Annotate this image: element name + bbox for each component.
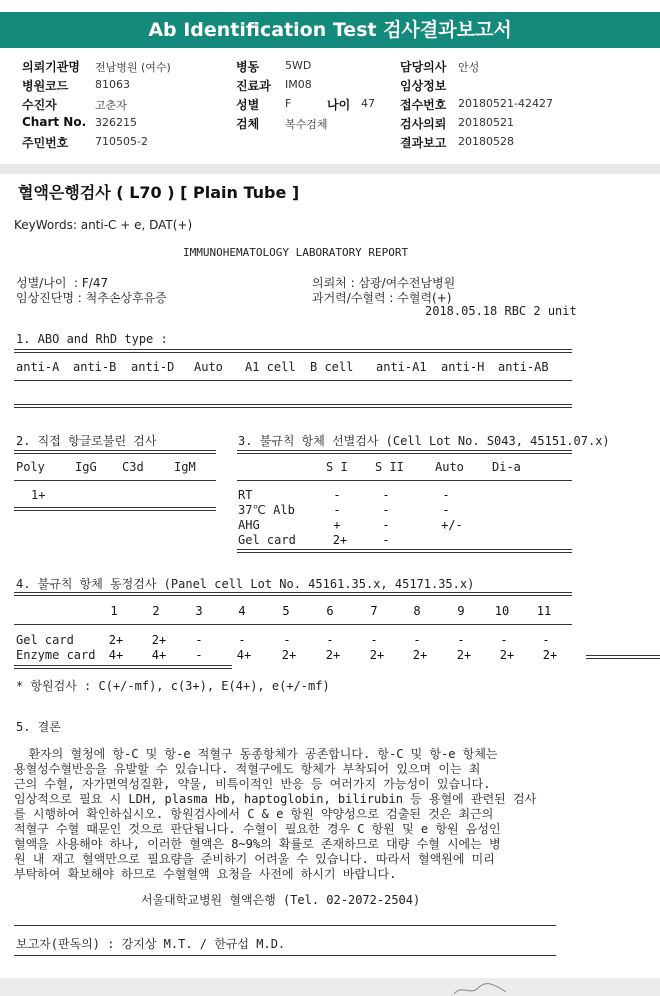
info-key: 주민번호 <box>22 136 69 150</box>
info-value: 47 <box>361 97 375 110</box>
abo-col: anti-D <box>131 360 175 374</box>
info-key: 성별 <box>236 98 260 112</box>
panel-cell: 2+ <box>369 648 385 662</box>
panel-cell: - <box>413 633 421 647</box>
panel-cell: 2+ <box>151 633 167 647</box>
panel-col: 4 <box>238 604 246 618</box>
panel-cell: 2+ <box>412 648 428 662</box>
section-divider <box>0 164 660 174</box>
info-value: 20180521-42427 <box>458 97 553 110</box>
conclusion-line: 용혈성수혈반응을 유발할 수 있습니다. 적혈구에도 항체가 부착되어 있으며 이는 최 <box>14 762 481 776</box>
referrer: 의뢰처 : 삼광/여수전남병원 <box>312 276 456 290</box>
panel-col: 8 <box>413 604 421 618</box>
panel-col: 5 <box>282 604 290 618</box>
table-rule <box>14 665 232 669</box>
abo-col: anti-A1 <box>376 360 427 374</box>
panel-heading: 4. 불규칙 항체 동정검사 (Panel cell Lot No. 45161.35.x, 45171.35.x) <box>16 577 475 591</box>
dat-col: C3d <box>122 460 144 474</box>
dat-col: IgM <box>174 460 196 474</box>
screen-heading: 3. 불규칙 항체 선별검사 (Cell Lot No. S043, 45151.07.x) <box>238 434 610 448</box>
report-title: 혈액은행검사 ( L70 ) [ Plain Tube ] <box>18 183 300 202</box>
info-key: 진료과 <box>236 79 271 93</box>
panel-col: 6 <box>326 604 334 618</box>
table-rule <box>14 450 216 454</box>
conclusion-line: 적혈구 수혈 때문인 것으로 판단됩니다. 수혈이 필요한 경우 C 항원 및 e 항원 음성인 <box>14 822 501 836</box>
abo-col: Auto <box>194 360 223 374</box>
report-header: Ab Identification Test 검사결과보고서 <box>0 12 660 48</box>
sex-age: 성별/나이 : F/47 <box>16 276 109 290</box>
info-key: 임상정보 <box>400 79 447 93</box>
info-value: F <box>285 97 292 110</box>
screen-cell: - <box>382 518 390 532</box>
screen-row-label: 37℃ Alb <box>238 503 295 517</box>
table-rule <box>14 507 216 511</box>
info-key: 수진자 <box>22 98 57 112</box>
info-key: 접수번호 <box>400 98 447 112</box>
screen-cell: + <box>333 518 341 532</box>
conclusion-line: 원 내 재고 혈액만으로 필요량을 준비하기 어려울 수 있습니다. 따라서 혈액원에 미리 <box>14 852 495 866</box>
table-rule <box>14 624 572 625</box>
transfusion-detail: 2018.05.18 RBC 2 unit <box>425 304 577 318</box>
screen-col: S II <box>375 460 404 474</box>
info-value: 81063 <box>95 78 130 91</box>
diagnosis: 임상진단명 : 척추손상후유증 <box>16 291 167 305</box>
info-value: 고춘자 <box>95 99 127 112</box>
info-key: 검사의뢰 <box>400 117 447 131</box>
page-bottom <box>0 978 660 996</box>
panel-cell: 2+ <box>108 633 124 647</box>
screen-cell: - <box>382 488 390 502</box>
table-rule <box>14 380 572 381</box>
lab-report <box>0 174 660 978</box>
antigen-result: * 항원검사 : C(+/-mf), c(3+), E(4+), e(+/-mf) <box>16 679 330 693</box>
panel-cell: - <box>195 633 203 647</box>
info-key: 결과보고 <box>400 136 447 150</box>
panel-cell: - <box>542 633 550 647</box>
abo-col: anti-B <box>73 360 117 374</box>
panel-cell: 2+ <box>542 648 558 662</box>
conclusion-line: 부탁하여 확보해야 하므로 수혈혈액 요청을 사전에 하시기 바랍니다. <box>14 867 397 881</box>
info-value: 20180528 <box>458 135 514 148</box>
conclusion-line: 환자의 혈청에 항-C 및 항-e 적혈구 동종항체가 공존합니다. 항-C 및 항-e 항체는 <box>14 747 498 761</box>
lab-title: IMMUNOHEMATOLOGY LABORATORY REPORT <box>183 246 409 259</box>
panel-col: 3 <box>195 604 203 618</box>
info-value: 710505-2 <box>95 135 148 148</box>
dat-value: 1+ <box>31 488 46 502</box>
info-value: 안성 <box>458 61 480 74</box>
panel-cell: - <box>500 633 508 647</box>
table-rule <box>237 480 572 481</box>
reporter: 보고자(판독의) : 강지상 M.T. / 한규섭 M.D. <box>16 937 286 951</box>
table-rule <box>237 450 572 454</box>
info-key: 담당의사 <box>400 60 447 74</box>
info-value: 5WD <box>285 59 312 72</box>
info-key: 의뢰기관명 <box>22 60 80 74</box>
table-rule <box>14 592 572 596</box>
table-rule <box>14 349 572 353</box>
screen-cell: - <box>382 503 390 517</box>
panel-cell: 4+ <box>151 648 167 662</box>
panel-cell: 2+ <box>456 648 472 662</box>
screen-cell: - <box>382 533 390 547</box>
panel-cell: - <box>457 633 465 647</box>
panel-col: 11 <box>536 604 552 618</box>
panel-cell: 2+ <box>325 648 341 662</box>
panel-col: 7 <box>370 604 378 618</box>
panel-col: 1 <box>110 604 118 618</box>
table-rule <box>237 549 572 553</box>
dat-heading: 2. 직접 항글로불린 검사 <box>16 434 157 448</box>
panel-col: 10 <box>494 604 510 618</box>
screen-col: Di-a <box>492 460 521 474</box>
panel-col: 9 <box>457 604 465 618</box>
abo-col: anti-H <box>441 360 485 374</box>
info-value: 전남병원 (여수) <box>95 61 171 74</box>
patient-info <box>0 56 660 154</box>
info-key: 병원코드 <box>22 79 69 93</box>
screen-cell: - <box>442 488 450 502</box>
abo-col: A1 cell <box>245 360 296 374</box>
panel-cell: - <box>238 633 246 647</box>
conclusion-line: 임상적으로 필요 시 LDH, plasma Hb, haptoglobin, bilirubin 등 용혈에 관련된 검사 <box>14 792 537 806</box>
dat-col: Poly <box>16 460 45 474</box>
screen-col: S I <box>326 460 348 474</box>
panel-cell: - <box>370 633 378 647</box>
keywords: KeyWords: anti-C + e, DAT(+) <box>14 218 193 232</box>
panel-cell: - <box>283 633 291 647</box>
table-rule <box>14 480 216 481</box>
panel-cell: 4+ <box>108 648 124 662</box>
dat-col: IgG <box>75 460 97 474</box>
abo-col: B cell <box>310 360 354 374</box>
info-key: 병동 <box>236 60 260 74</box>
conclusion-line: 혈액을 사용해야 하나, 이러한 혈액은 8~9%의 확률로 존재하므로 대량 수혈 시에는 병 <box>14 837 501 851</box>
transfusion-history: 과거력/수혈력 : 수혈력(+) <box>312 291 452 305</box>
screen-cell: - <box>442 503 450 517</box>
panel-cell: 4+ <box>236 648 252 662</box>
screen-row-label: RT <box>238 488 253 502</box>
info-value: 복수검체 <box>285 118 328 131</box>
screen-cell: +/- <box>441 518 463 532</box>
info-value: 20180521 <box>458 116 514 129</box>
screen-cell: 2+ <box>332 533 348 547</box>
abo-col: anti-AB <box>498 360 549 374</box>
info-key: 검체 <box>236 117 260 131</box>
conclusion-line: 를 시행하여 확인하십시오. 항원검사에서 C & e 항원 약양성으로 검출된 것은 최근의 <box>14 807 494 821</box>
conclusion-line: 근의 수혈, 자가면역성질환, 약물, 비특이적인 반응 등 여러가지 가능성이 있습니다. <box>14 777 491 791</box>
abo-heading: 1. ABO and RhD type : <box>16 332 168 346</box>
panel-cell: - <box>195 648 203 662</box>
table-rule <box>14 955 556 956</box>
signature-mark <box>450 982 510 996</box>
screen-row-label: AHG <box>238 518 260 532</box>
screen-cell: - <box>333 488 341 502</box>
panel-row-label: Enzyme card <box>16 648 96 662</box>
info-key: Chart No. <box>22 115 87 129</box>
table-rule <box>14 925 556 926</box>
screen-row-label: Gel card <box>238 533 296 547</box>
screen-col: Auto <box>435 460 464 474</box>
table-rule <box>14 404 572 408</box>
panel-cell: 2+ <box>499 648 515 662</box>
abo-col: anti-A <box>16 360 60 374</box>
info-value: 326215 <box>95 116 137 129</box>
conclusion-heading: 5. 결론 <box>16 720 61 734</box>
info-key: 나이 <box>327 98 351 112</box>
table-rule <box>586 655 660 659</box>
info-value: IM08 <box>285 78 312 91</box>
conclusion-footer: 서울대학교병원 혈액은행 (Tel. 02-2072-2504) <box>141 893 421 907</box>
screen-cell: - <box>333 503 341 517</box>
panel-cell: 2+ <box>281 648 297 662</box>
panel-row-label: Gel card <box>16 633 74 647</box>
panel-cell: - <box>326 633 334 647</box>
panel-col: 2 <box>152 604 160 618</box>
